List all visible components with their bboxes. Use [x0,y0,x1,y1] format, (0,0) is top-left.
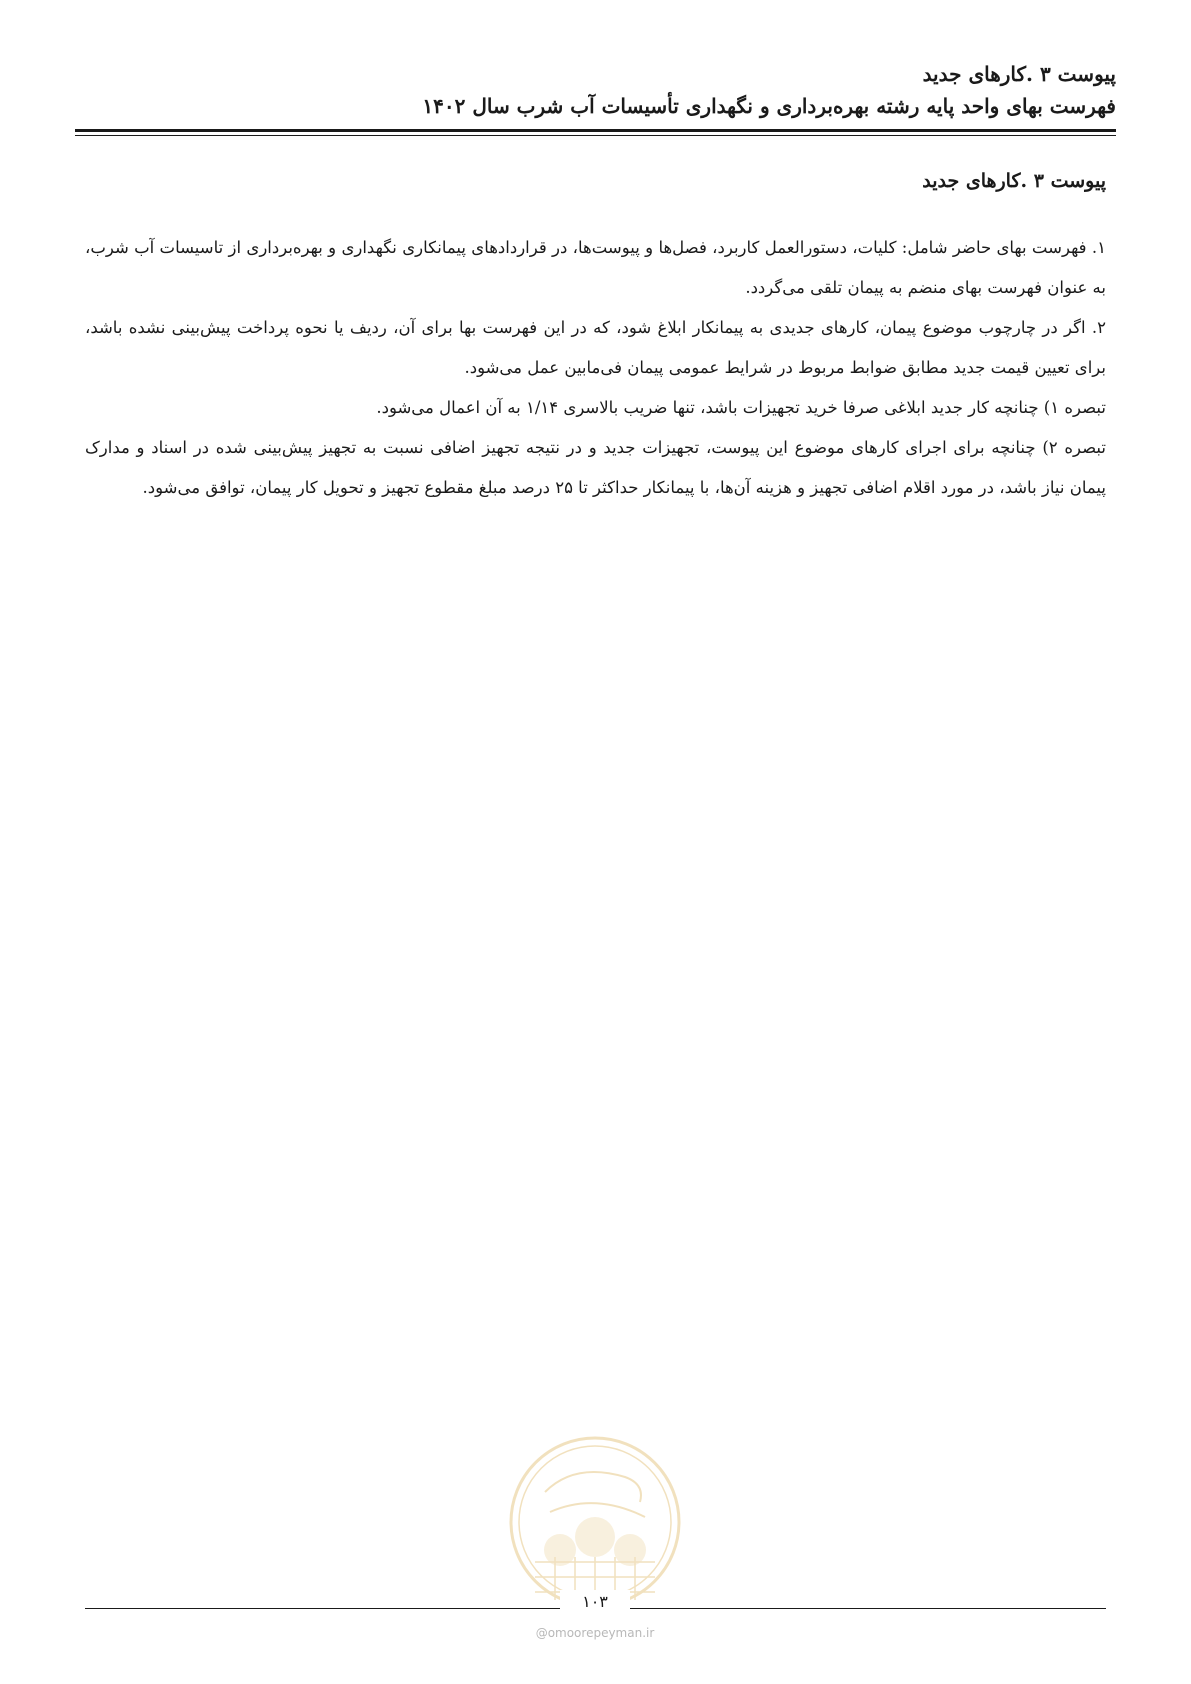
site-url: @omoorepeyman.ir [535,1626,655,1640]
paragraph-1: ۱. فهرست بهای حاضر شامل: کلیات، دستورالعمل کاربرد، فصل‌ها و پیوست‌ها، در قراردادهای پیمانکاری نگهداری و بهره‌برداری از تاسیسات آب شرب، به عنوان فهرست بهای منضم به پیمان تلقی می‌گردد. [85,238,1106,297]
running-header [75,58,1116,122]
header-appendix-title: پیوست ۳ .کارهای جدید [922,62,1116,86]
note-2: تبصره ۲) چنانچه برای اجرای کارهای موضوع این پیوست، تجهیزات جدید و در نتیجه تجهیز اضافی نسبت به تجهیز پیش‌بینی شده در اسناد و مدارک پیمان نیاز باشد، در مورد اقلام اضافی تجهیز و هزینه آن‌ها، با پیمانکار حداکثر تا ۲۵ درصد مبلغ مقطوع تجهیز و تحویل کار پیمان، توافق می‌شود. [85,438,1107,497]
header-rule-thin [75,135,1116,136]
header-document-title: فهرست بهای واحد پایه رشته بهره‌برداری و نگهداری تأسیسات آب شرب سال ۱۴۰۲ [422,94,1116,118]
note-1: تبصره ۱) چنانچه کار جدید ابلاغی صرفا خرید تجهیزات باشد، تنها ضریب بالاسری ۱/۱۴ به آن اعمال می‌شود. [376,398,1106,417]
header-rule-thick [75,129,1116,132]
watermark-logo [505,1432,685,1612]
page-number: ۱۰۳ [560,1590,630,1614]
paragraph-2: ۲. اگر در چارچوب موضوع پیمان، کارهای جدیدی به پیمانکار ابلاغ شود، که در این فهرست بها برای آن، ردیف یا نحوه پرداخت پیش‌بینی نشده باشد، برای تعیین قیمت جدید مطابق ضوابط مربوط در شرایط عمومی پیمان فی‌مابین عمل می‌شود. [85,318,1106,377]
section-title: پیوست ۳ .کارهای جدید [922,170,1106,192]
body-text [85,228,1106,508]
